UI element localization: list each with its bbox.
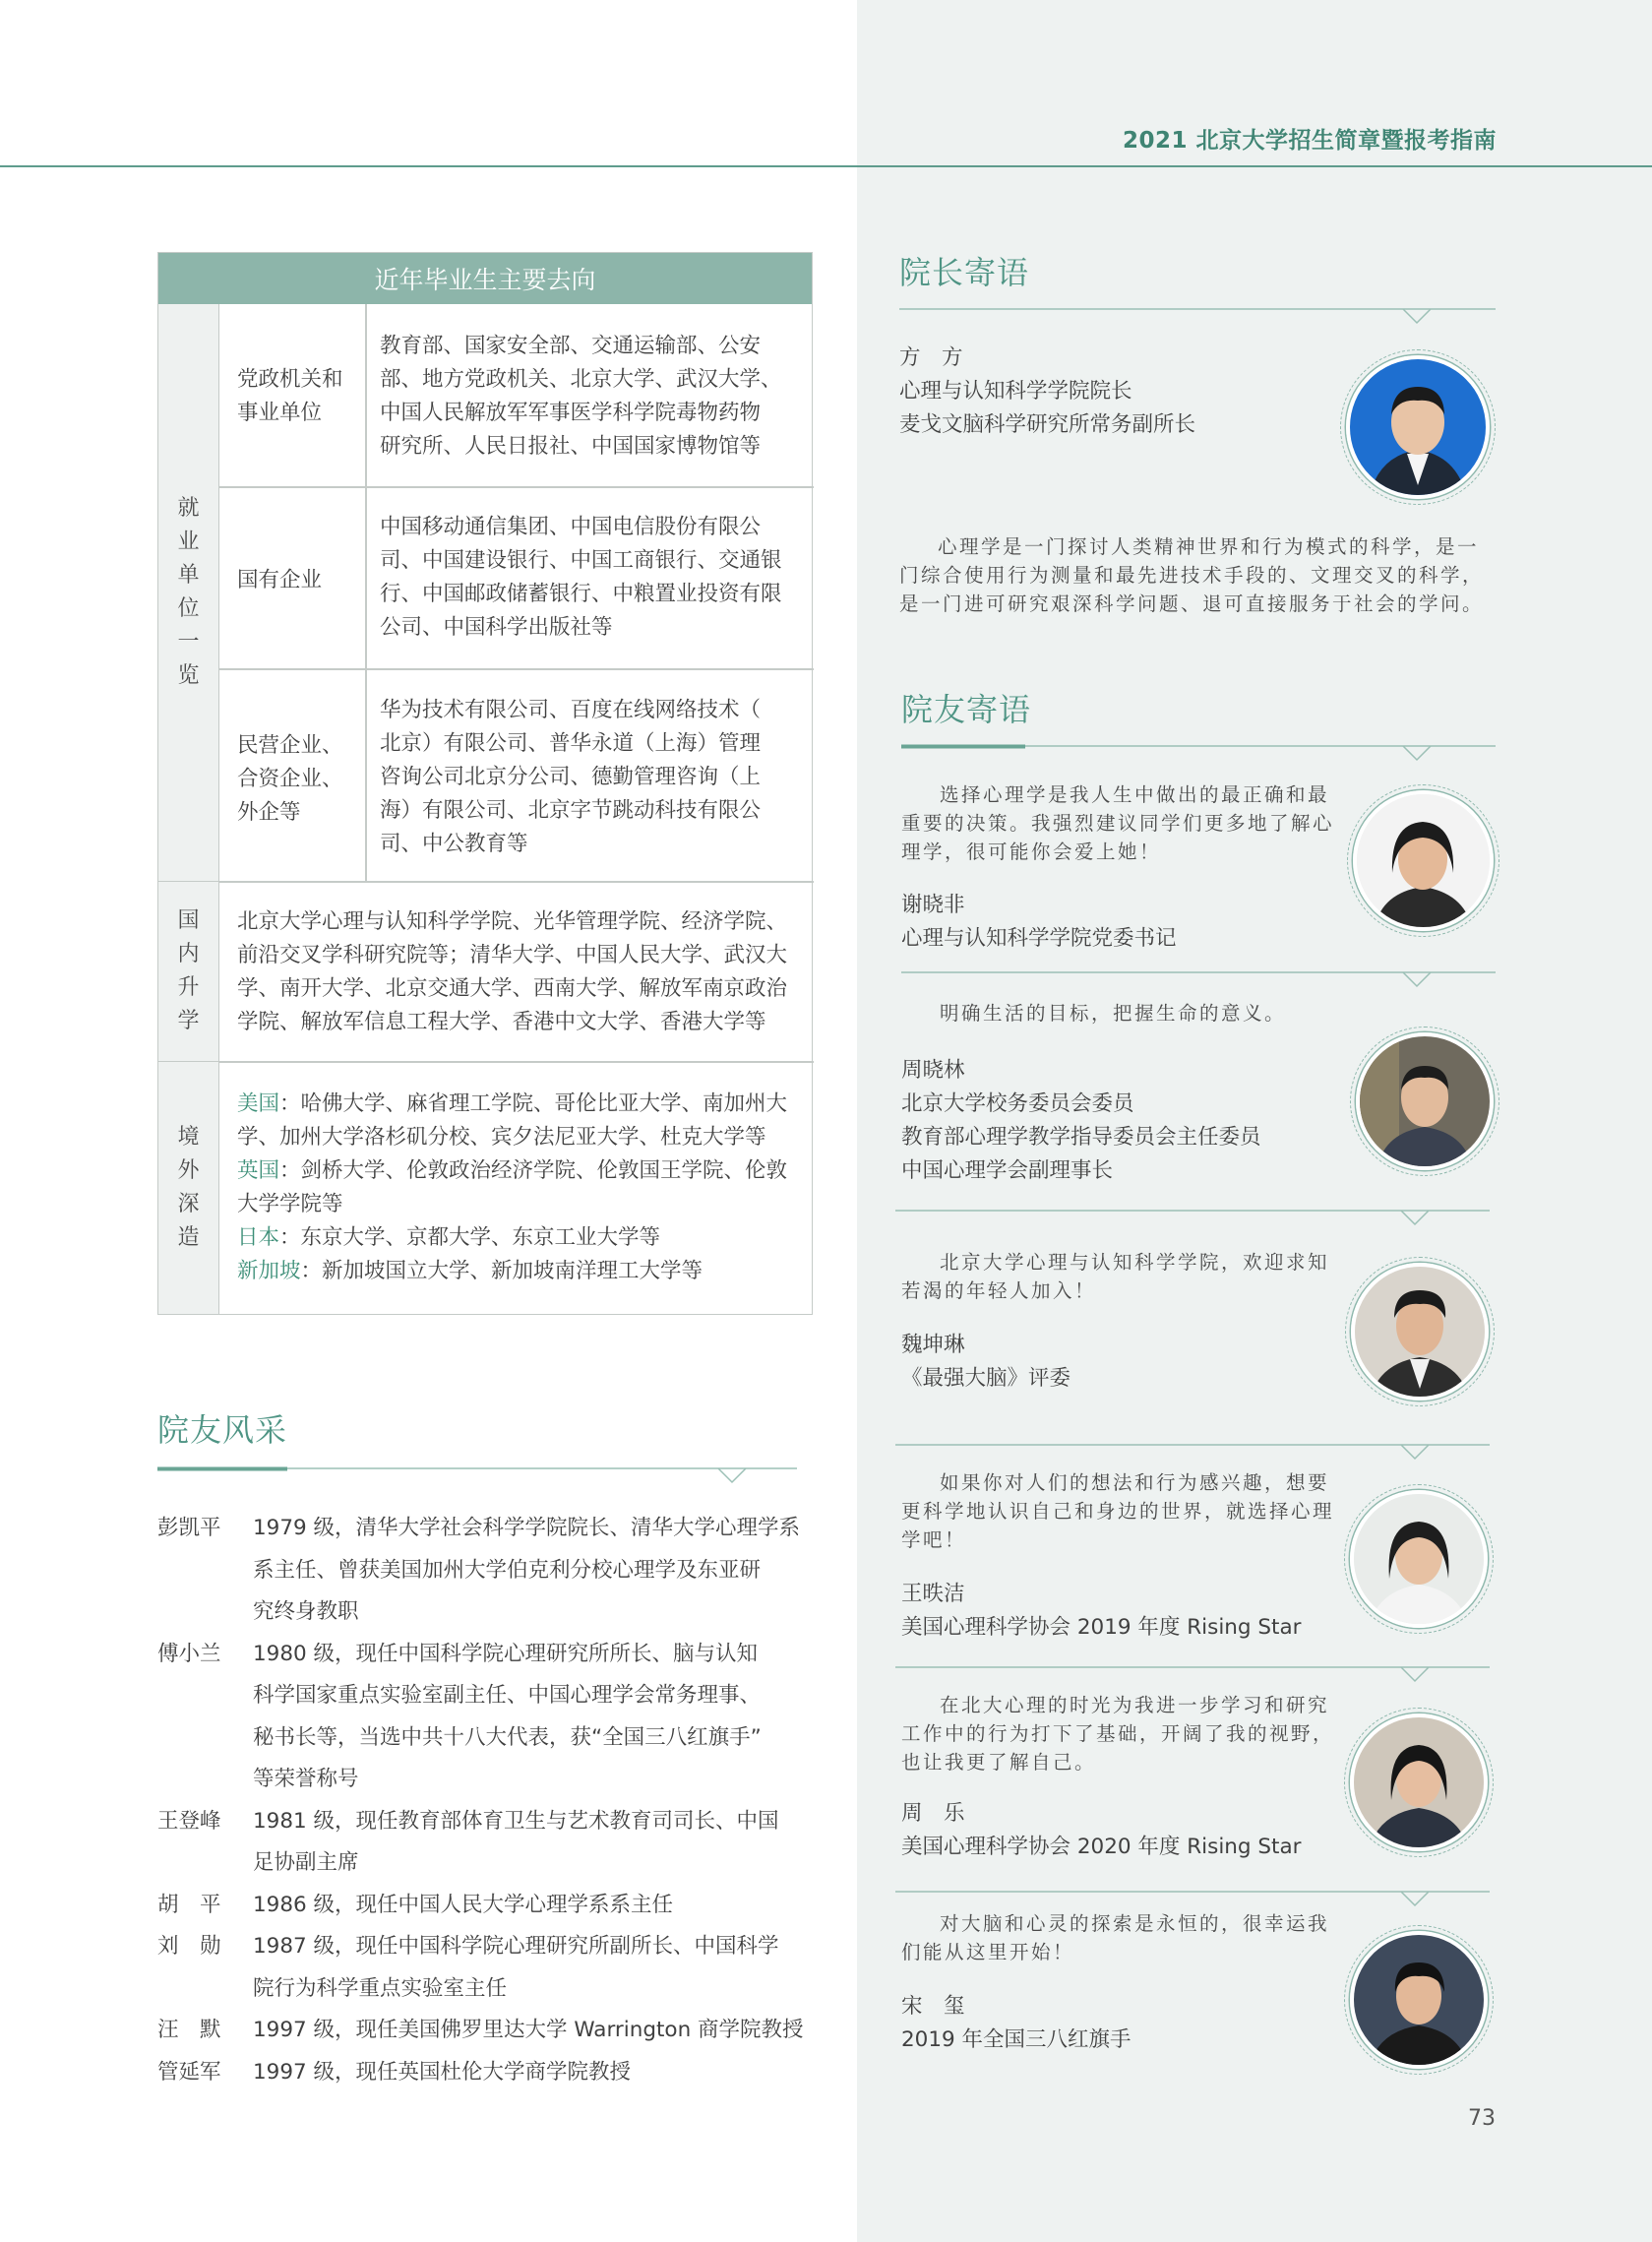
alumni-name: 傅小兰	[157, 1641, 221, 1666]
row-line: 北京大学心理与认知科学学院、光华管理学院、经济学院、	[237, 909, 788, 934]
alumni-list	[157, 1508, 817, 2093]
message-quote: 对大脑和心灵的探索是永恒的，很幸运我们能从这里开始！	[901, 1912, 1330, 1963]
row-divider	[219, 668, 814, 670]
dean-name: 方 方	[899, 345, 963, 370]
description-line: 等荣誉称号	[253, 1767, 359, 1791]
dean-info	[899, 342, 1332, 442]
row-line: 学、南开大学、北京交通大学、西南大学、解放军南京政治	[237, 976, 788, 1001]
abroad-side-label	[158, 1062, 219, 1314]
author-title: 2019 年全国三八红旗手	[901, 2027, 1132, 2052]
row-line	[237, 1221, 813, 1255]
alumni-name: 彭凯平	[157, 1516, 221, 1540]
alumni-name: 刘 勋	[157, 1934, 221, 1959]
description-line: 究终身教职	[253, 1599, 359, 1624]
message-author	[901, 1578, 1354, 1645]
category-government	[237, 363, 363, 430]
dean-title-line: 麦戈文脑科学研究所常务副所长	[899, 412, 1196, 437]
employment-row-government	[380, 330, 813, 464]
alumni-portrait-icon	[1350, 1490, 1488, 1628]
message-author	[901, 1054, 1354, 1188]
description-line: 1987 级，现任中国科学院心理研究所副所长、中国科学	[253, 1934, 779, 1959]
description-line: 1986 级，现任中国人民大学心理学系系主任	[253, 1892, 674, 1917]
alumni-description	[253, 1885, 817, 1927]
vertical-char: 国	[177, 908, 200, 933]
row-text: 大学学院等	[237, 1192, 343, 1216]
row-line: 部、地方党政机关、北京大学、武汉大学、	[380, 367, 782, 392]
vertical-char: 业	[177, 529, 200, 554]
description-line: 1980 级，现任中国科学院心理研究所所长、脑与认知	[253, 1641, 759, 1666]
country-label: 日本	[237, 1225, 280, 1250]
alumni-description	[253, 2052, 817, 2094]
message-quote: 明确生活的目标，把握生命的意义。	[940, 1002, 1287, 1025]
description-line: 1997 级，现任美国佛罗里达大学 Warrington 商学院教授	[253, 2018, 804, 2042]
author-name: 王昳洁	[901, 1582, 965, 1606]
row-text: ：剑桥大学、伦敦政治经济学院、伦敦国王学院、伦敦	[279, 1158, 788, 1183]
row-text: ：哈佛大学、麻省理工学院、哥伦比亚大学、南加州大	[279, 1091, 788, 1116]
alumni-portrait-icon	[1351, 1263, 1489, 1401]
running-header: 2021 北京大学招生简章暨报考指南	[1122, 128, 1497, 154]
alumni-section-title: 院友风采	[157, 1411, 288, 1449]
vertical-char: 单	[177, 563, 200, 588]
category-line: 民营企业、	[237, 733, 343, 758]
row-line: 前沿交叉学科研究院等；清华大学、中国人民大学、武汉大	[237, 943, 788, 967]
row-line: 司、中国建设银行、中国工商银行、交通银	[380, 548, 782, 573]
message-divider	[895, 1203, 1490, 1232]
row-line: 行、中国邮政储蓄银行、中粮置业投资有限	[380, 582, 782, 606]
message-author	[901, 1990, 1354, 2057]
row-divider	[158, 1061, 814, 1063]
description-line: 1979 级，清华大学社会科学学院院长、清华大学心理学系	[253, 1516, 801, 1540]
alumni-description	[253, 1508, 817, 1634]
message-divider	[895, 1437, 1490, 1466]
row-line: 咨询公司北京分公司、德勤管理咨询（上	[380, 765, 762, 789]
vertical-char: 内	[177, 942, 200, 966]
row-line: 教育部、国家安全部、交通运输部、公安	[380, 334, 762, 358]
description-line: 1981 级，现任教育部体育卫生与艺术教育司司长、中国	[253, 1808, 779, 1834]
section-rule	[899, 301, 1496, 331]
message-author	[901, 889, 1324, 956]
row-divider	[158, 881, 814, 883]
category-line: 国有企业	[237, 568, 323, 592]
author-name: 谢晓非	[901, 893, 965, 917]
graduate-destinations-table	[157, 252, 813, 1315]
country-label: 新加坡	[237, 1259, 301, 1283]
description-line: 秘书长等，当选中共十八大代表，获“全国三八红旗手”	[253, 1724, 762, 1750]
row-line	[237, 1255, 813, 1288]
description-line: 院行为科学重点实验室主任	[253, 1975, 508, 2001]
row-text: ：新加坡国立大学、新加坡南洋理工大学等	[300, 1259, 704, 1283]
alumni-name: 管延军	[157, 2059, 221, 2085]
vertical-char: 览	[177, 663, 200, 688]
row-line: 公司、中国科学出版社等	[380, 615, 613, 640]
vertical-char: 升	[177, 975, 200, 1000]
vertical-char: 深	[177, 1192, 200, 1216]
alumni-entry	[157, 1508, 817, 1634]
message-quote: 在北大心理的时光为我进一步学习和研究工作中的行为打下了基础，开阔了我的视野，也让我更了解自己。	[901, 1694, 1335, 1774]
domestic-side-label	[158, 882, 219, 1061]
section-rule	[157, 1459, 797, 1488]
dean-quote: 心理学是一门探讨人类精神世界和行为模式的科学，是一门综合使用行为测量和最先进技术手段的、文理交叉的科学，是一门进可研究艰深科学问题、退可直接服务于社会的学问。	[899, 535, 1485, 615]
author-title: 中国心理学会副理事长	[901, 1158, 1114, 1183]
author-name: 宋 玺	[901, 1994, 965, 2019]
abroad-study-row	[237, 1088, 813, 1288]
alumni-name: 胡 平	[157, 1892, 221, 1917]
message-quote: 北京大学心理与认知科学学院，欢迎求知若渴的年轻人加入！	[901, 1251, 1330, 1302]
author-name: 周晓林	[901, 1058, 965, 1083]
author-name: 周 乐	[901, 1801, 965, 1826]
row-line	[237, 1121, 813, 1154]
alumni-entry	[157, 1885, 817, 1927]
column-divider	[365, 304, 367, 881]
description-line: 科学国家重点实验室副主任、中国心理学会常务理事、	[253, 1683, 762, 1708]
alumni-description	[253, 1634, 817, 1801]
row-line	[237, 1088, 813, 1121]
author-title: 心理与认知科学学院党委书记	[901, 926, 1177, 951]
row-line	[237, 1188, 813, 1221]
author-title: 北京大学校务委员会委员	[901, 1091, 1134, 1116]
category-line: 外企等	[237, 800, 301, 825]
message-author	[901, 1329, 1324, 1396]
alumni-messages-title: 院友寄语	[901, 691, 1032, 728]
row-line: 司、中公教育等	[380, 832, 528, 856]
author-title: 《最强大脑》评委	[901, 1366, 1071, 1391]
author-title: 美国心理科学协会 2020 年度 Rising Star	[901, 1835, 1302, 1859]
header-rule	[0, 165, 1652, 167]
alumni-entry	[157, 2010, 817, 2052]
category-line: 党政机关和	[237, 367, 343, 392]
author-name: 魏坤琳	[901, 1333, 965, 1357]
alumni-portrait-icon	[1356, 1032, 1494, 1170]
row-line	[237, 1154, 813, 1188]
row-text: 学、加州大学洛杉矶分校、宾夕法尼亚大学、杜克大学等	[237, 1125, 766, 1150]
vertical-char: 就	[177, 496, 200, 521]
section-rule	[901, 738, 1496, 768]
alumni-name: 王登峰	[157, 1808, 221, 1834]
employment-row-state-owned	[380, 511, 813, 645]
vertical-char: 造	[177, 1225, 200, 1250]
alumni-portrait-icon	[1353, 790, 1494, 931]
alumni-entry	[157, 1801, 817, 1885]
domestic-study-row	[237, 905, 813, 1039]
description-line: 足协副主席	[253, 1850, 359, 1875]
dean-portrait-icon	[1346, 355, 1490, 499]
description-line: 1997 级，现任英国杜伦大学商学院教授	[253, 2059, 632, 2085]
category-line: 合资企业、	[237, 767, 343, 791]
message-author	[901, 1797, 1354, 1864]
row-line: 中国人民解放军军事医学科学院毒物药物	[380, 401, 762, 425]
employment-side-label	[158, 304, 219, 881]
row-line: 研究所、人民日报社、中国国家博物馆等	[380, 434, 762, 459]
dean-title-line: 心理与认知科学学院院长	[899, 379, 1132, 404]
vertical-char: 位	[177, 596, 200, 621]
vertical-char: 一	[177, 630, 200, 654]
author-title: 美国心理科学协会 2019 年度 Rising Star	[901, 1615, 1302, 1640]
vertical-char: 学	[177, 1009, 200, 1033]
dean-section-title: 院长寄语	[899, 254, 1030, 291]
alumni-name: 汪 默	[157, 2018, 221, 2042]
alumni-entry	[157, 2052, 817, 2094]
alumni-portrait-icon	[1350, 1931, 1488, 2069]
category-private	[237, 729, 363, 830]
vertical-char: 外	[177, 1158, 200, 1183]
row-line: 学院、解放军信息工程大学、香港中文大学、香港大学等	[237, 1010, 766, 1034]
author-title: 教育部心理学教学指导委员会主任委员	[901, 1125, 1261, 1150]
employment-row-private	[380, 694, 813, 861]
alumni-entry	[157, 1926, 817, 2010]
alumni-portrait-icon	[1350, 1713, 1488, 1851]
alumni-description	[253, 1926, 817, 2010]
message-quote: 选择心理学是我人生中做出的最正确和最重要的决策。我强烈建议同学们更多地了解心理学，很可能你会爱上她！	[901, 783, 1335, 863]
row-line: 华为技术有限公司、百度在线网络技术（	[380, 698, 762, 722]
category-state-owned	[237, 564, 363, 597]
row-divider	[219, 486, 814, 488]
message-quote: 如果你对人们的想法和行为感兴趣，想要更科学地认识自己和身边的世界，就选择心理学吧！	[901, 1471, 1335, 1551]
row-text: ：东京大学、京都大学、东京工业大学等	[279, 1225, 661, 1250]
alumni-description	[253, 1801, 817, 1885]
category-line: 事业单位	[237, 401, 323, 425]
message-divider	[895, 1659, 1490, 1689]
country-label: 美国	[237, 1091, 280, 1116]
row-line: 海）有限公司、北京字节跳动科技有限公	[380, 798, 762, 823]
alumni-entry	[157, 1634, 817, 1801]
vertical-char: 境	[177, 1125, 200, 1150]
row-line: 中国移动通信集团、中国电信股份有限公	[380, 515, 762, 539]
country-label: 英国	[237, 1158, 280, 1183]
alumni-description	[253, 2010, 817, 2052]
message-divider	[901, 965, 1496, 994]
page-number: 73	[1468, 2106, 1496, 2131]
description-line: 系主任、曾获美国加州大学伯克利分校心理学及东亚研	[253, 1557, 762, 1583]
row-line: 北京）有限公司、普华永道（上海）管理	[380, 731, 762, 756]
table-title: 近年毕业生主要去向	[158, 253, 812, 304]
